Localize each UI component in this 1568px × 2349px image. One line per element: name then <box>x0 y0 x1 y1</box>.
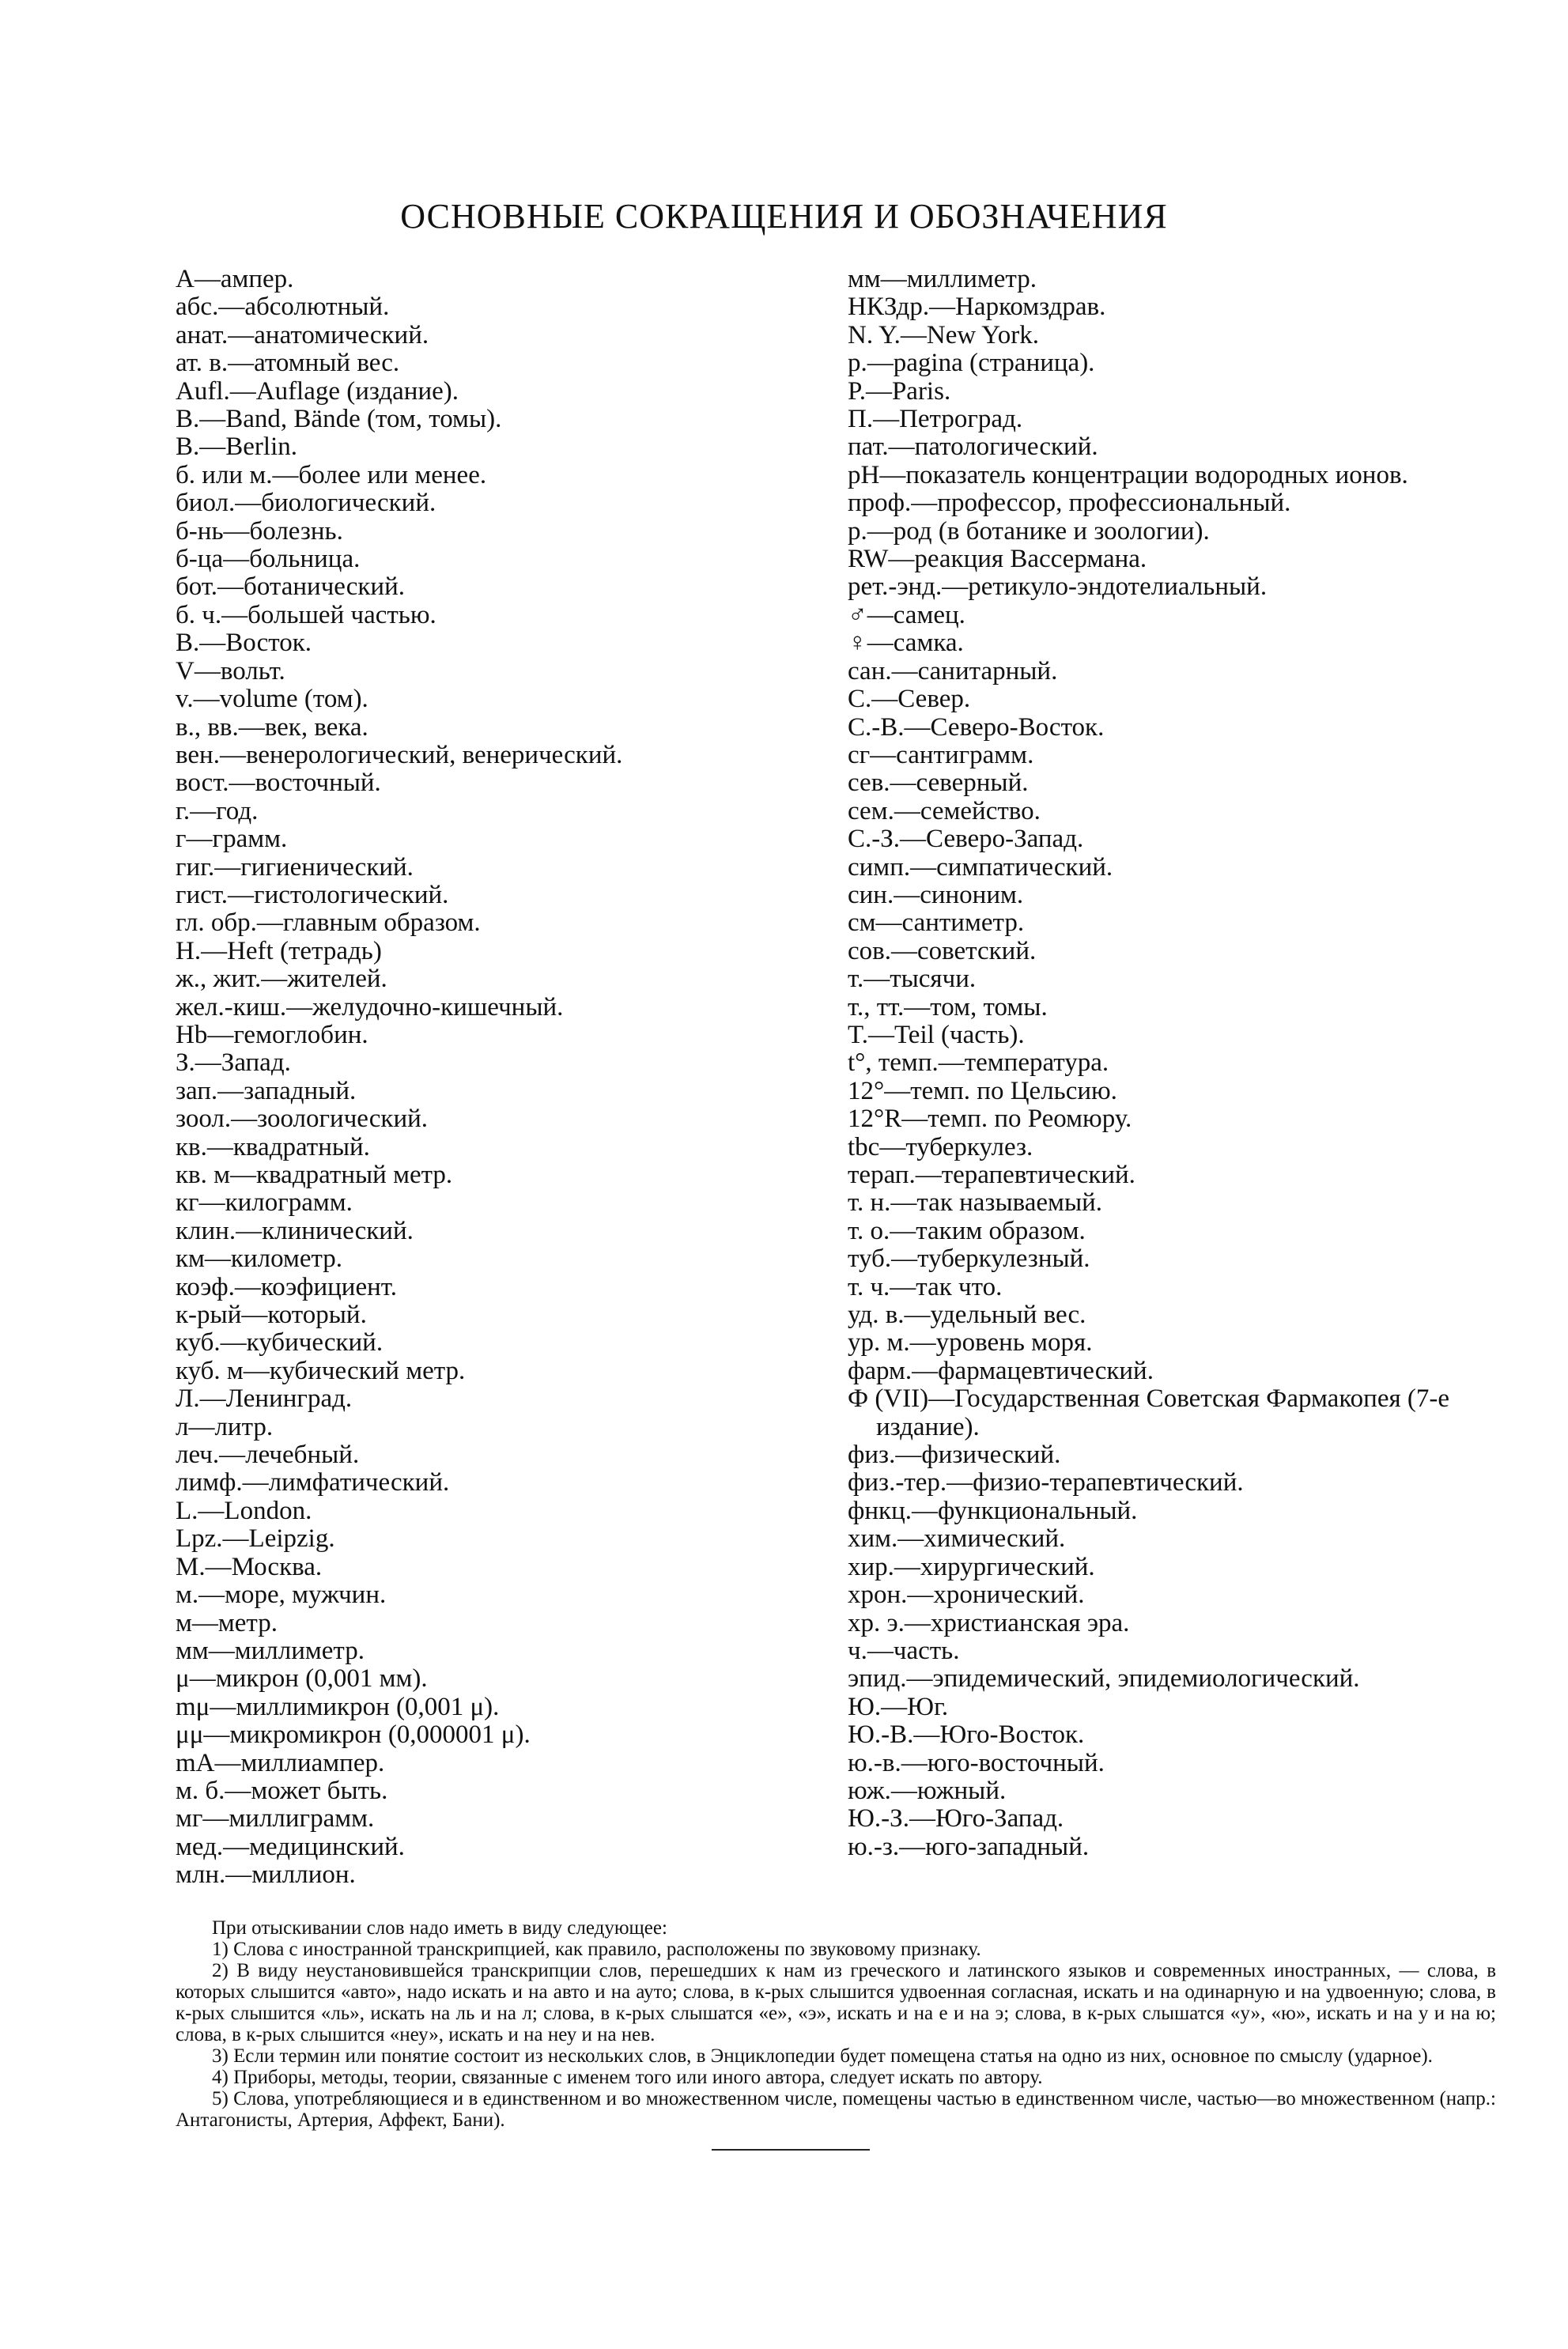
abbreviation-entry: в., вв.—век, века. <box>176 712 368 742</box>
abbreviation-entry: анат.—анатомический. <box>176 320 429 349</box>
abbreviation-entry: T.—Teil (часть). <box>848 1020 1025 1049</box>
abbreviation-entry: мм—миллиметр. <box>848 265 1037 293</box>
abbreviation-entry: м.—море, мужчин. <box>176 1580 387 1610</box>
abbreviation-entry: А—ампер. <box>176 265 294 293</box>
abbreviation-entry: μ—микрон (0,001 мм). <box>176 1664 428 1694</box>
abbreviation-entry: сг—сантиграмм. <box>848 740 1034 769</box>
abbreviation-entry: сан.—санитарный. <box>848 656 1058 685</box>
abbreviation-entry: ю.-з.—юго-западный. <box>848 1832 1090 1861</box>
abbreviation-entry: B.—Berlin. <box>176 432 297 462</box>
abbreviation-entry: ю.-в.—юго-восточный. <box>848 1748 1105 1777</box>
abbreviation-entry: Ю.-З.—Юго-Запад. <box>848 1804 1064 1834</box>
abbreviation-entry: юж.—южный. <box>848 1776 1007 1805</box>
abbreviation-entry: p.—pagina (страница). <box>848 349 1095 378</box>
abbreviation-entry: фарм.—фармацевтический. <box>848 1356 1154 1385</box>
abbreviation-entry: эпид.—эпидемический, эпидемиологический. <box>848 1664 1360 1694</box>
abbreviation-entry: гиг.—гигиенический. <box>176 852 414 882</box>
abbreviation-entry: физ.—физический. <box>848 1441 1061 1470</box>
abbreviation-entry: кв. м—квадратный метр. <box>176 1161 453 1189</box>
abbreviation-entry: П.—Петроград. <box>848 405 1023 434</box>
abbreviation-entry: туб.—туберкулезный. <box>848 1244 1090 1274</box>
abbreviation-entry: проф.—профессор, профессиональный. <box>848 489 1291 518</box>
abbreviation-entry: к-рый—который. <box>176 1301 367 1330</box>
abbreviation-entry: ж., жит.—жителей. <box>176 965 387 994</box>
abbreviation-entry: син.—синоним. <box>848 880 1024 909</box>
abbreviation-entry: ур. м.—уровень моря. <box>848 1328 1093 1358</box>
abbreviation-entry: т. ч.—так что. <box>848 1272 1003 1301</box>
abbreviation-entry: т. о.—таким образом. <box>848 1216 1086 1245</box>
abbreviation-entry: км—километр. <box>176 1244 343 1274</box>
abbreviation-entry: mμ—миллимикрон (0,001 μ). <box>176 1692 500 1721</box>
abbreviation-entry: хир.—хирургический. <box>848 1552 1095 1581</box>
abbreviation-entry: бот.—ботанический. <box>176 572 406 602</box>
abbreviation-entry: pH—показатель концентрации водородных ионов. <box>848 460 1408 489</box>
abbreviation-entry: зоол.—зоологический. <box>176 1105 429 1134</box>
abbreviation-entry: т. н.—так называемый. <box>848 1188 1103 1218</box>
abbreviation-entry: б. ч.—большей частью. <box>176 600 436 629</box>
note-item: 2) В виду неустановившейся транскрипции слов, перешедших к нам из греческого и латинского языков и современных иностранных, — слова, в которых слышится «авто», надо искать и на авто и на ауто; слова, в к-рых слышится удвоенная согласная, искать и на одинарную и на удвоенную; слова, в к-рых слышится «ль», искать на ль и на л; слова, в к-рых слышатся «е», «э», искать и на е и на э; слова, в к-рых слышатся «у», «ю», искать и на у и на ю; слова, в к-рых слышится «неу», искать и на неу и на нев. <box>176 1960 1496 2045</box>
abbreviation-entry: пат.—патологический. <box>848 432 1098 462</box>
abbreviation-entry: мг—миллиграмм. <box>176 1804 375 1834</box>
abbreviation-entry: сов.—советский. <box>848 936 1037 965</box>
abbreviation-entry: З.—Запад. <box>176 1048 291 1078</box>
abbreviation-entry: гл. обр.—главным образом. <box>176 908 481 938</box>
abbreviation-entry: б-нь—болезнь. <box>176 516 343 546</box>
abbreviation-entry: коэф.—коэфициент. <box>176 1272 397 1301</box>
abbreviation-entry: м. б.—может быть. <box>176 1776 388 1805</box>
abbreviation-entry: сем.—семейство. <box>848 796 1041 825</box>
abbreviation-entry: рет.-энд.—ретикуло-эндотелиальный. <box>848 572 1268 602</box>
abbreviation-entry: 12°—темп. по Цельсию. <box>848 1076 1117 1105</box>
abbreviation-entry: С.-З.—Северо-Запад. <box>848 825 1084 854</box>
abbreviation-entry: м—метр. <box>176 1608 278 1637</box>
abbreviation-entry: см—сантиметр. <box>848 908 1025 938</box>
abbreviation-entry: хим.—химический. <box>848 1524 1066 1554</box>
abbreviation-entry: H.—Heft (тетрадь) <box>176 936 382 965</box>
abbreviation-entry: б. или м.—более или менее. <box>176 460 487 489</box>
abbreviation-entry: р.—род (в ботанике и зоологии). <box>848 516 1210 546</box>
abbreviation-entry: Aufl.—Auflage (издание). <box>176 376 459 406</box>
abbreviation-entry: биол.—биологический. <box>176 489 436 518</box>
abbreviation-entry: клин.—клинический. <box>176 1216 414 1245</box>
abbreviation-entry: Ю.-В.—Юго-Восток. <box>848 1720 1085 1750</box>
abbreviation-entry: физ.-тер.—физио-терапевтический. <box>848 1468 1244 1497</box>
abbreviation-entry: ат. в.—атомный вес. <box>176 349 400 378</box>
abbreviation-entry: кв.—квадратный. <box>176 1132 370 1161</box>
note-item: 3) Если термин или понятие состоит из нескольких слов, в Энциклопедии будет помещена статья на одно из них, основное по смыслу (ударное). <box>212 2045 1433 2067</box>
abbreviation-entry: л—литр. <box>176 1412 274 1441</box>
left-abbreviation-column <box>176 266 808 1890</box>
note-item: 5) Слова, употребляющиеся и в единственном и во множественном числе, помещены частью в единственном числе, частью—во множественном (напр.: Антагонисты, Артерия, Аффект, Бани). <box>176 2088 1496 2131</box>
abbreviation-entry: г—грамм. <box>176 825 288 854</box>
abbreviation-entry: М.—Москва. <box>176 1552 323 1581</box>
abbreviation-entry: г.—год. <box>176 796 259 825</box>
abbreviation-entry: С.—Север. <box>848 685 971 714</box>
abbreviation-entry: В.—Восток. <box>176 629 312 658</box>
abbreviation-entry: лимф.—лимфатический. <box>176 1468 450 1497</box>
abbreviation-entry: абс.—абсолютный. <box>176 293 390 322</box>
abbreviation-entry: б-ца—больница. <box>176 545 361 574</box>
note-item: 1) Слова с иностранной транскрипцией, как правило, расположены по звуковому признаку. <box>212 1939 981 1960</box>
abbreviation-entry: хрон.—хронический. <box>848 1580 1085 1610</box>
abbreviation-entry: V—вольт. <box>176 656 285 685</box>
abbreviation-entry: B.—Band, Bände (том, томы). <box>176 405 502 434</box>
abbreviation-entry: t°, темп.—температура. <box>848 1048 1109 1078</box>
abbreviation-entry: Hb—гемоглобин. <box>176 1020 368 1049</box>
abbreviation-entry: фнкц.—функциональный. <box>848 1496 1138 1525</box>
abbreviation-entry: терап.—терапевтический. <box>848 1161 1135 1189</box>
abbreviation-entry: леч.—лечебный. <box>176 1441 360 1470</box>
abbreviation-entry: НКЗдр.—Наркомздрав. <box>848 293 1106 322</box>
abbreviation-entry: куб. м—кубический метр. <box>176 1356 466 1385</box>
abbreviation-entry: ♀—самка. <box>848 629 964 658</box>
abbreviation-entry: tbc—туберкулез. <box>848 1132 1033 1161</box>
abbreviation-entry: вост.—восточный. <box>176 769 381 798</box>
abbreviation-entry: мед.—медицинский. <box>176 1832 405 1861</box>
right-abbreviation-column <box>848 266 1496 1861</box>
abbreviation-entry: mA—миллиампер. <box>176 1748 385 1777</box>
abbreviation-entry: кг—килограмм. <box>176 1188 353 1218</box>
abbreviation-entry: μμ—микромикрон (0,000001 μ). <box>176 1720 531 1750</box>
abbreviation-entry: сев.—северный. <box>848 769 1029 798</box>
page-title: ОСНОВНЫЕ СОКРАЩЕНИЯ И ОБОЗНАЧЕНИЯ <box>400 197 1168 236</box>
abbreviation-entry: млн.—миллион. <box>176 1860 356 1890</box>
abbreviation-entry: т.—тысячи. <box>848 965 977 994</box>
abbreviation-entry: вен.—венерологический, венерический. <box>176 740 623 769</box>
abbreviation-entry: L.—London. <box>176 1496 312 1525</box>
abbreviation-entry: Л.—Ленинград. <box>176 1384 353 1414</box>
abbreviation-entry: С.-В.—Северо-Восток. <box>848 712 1105 742</box>
search-notes <box>176 1917 1496 2131</box>
abbreviation-entry: гист.—гистологический. <box>176 880 449 909</box>
abbreviation-entry: куб.—кубический. <box>176 1328 383 1358</box>
abbreviation-entry: хр. э.—христианская эра. <box>848 1608 1130 1637</box>
abbreviation-entry: P.—Paris. <box>848 376 951 406</box>
abbreviation-entry: RW—реакция Вассермана. <box>848 545 1147 574</box>
abbreviation-entry: N. Y.—New York. <box>848 320 1040 349</box>
abbreviation-entry: Ф (VII)—Государственная Советская Фармакопея (7-е издание). <box>848 1384 1450 1441</box>
abbreviation-entry: Ю.—Юг. <box>848 1692 949 1721</box>
abbreviation-entry: уд. в.—удельный вес. <box>848 1301 1086 1330</box>
abbreviation-entry: Lpz.—Leipzig. <box>176 1524 335 1554</box>
abbreviation-entry: мм—миллиметр. <box>176 1636 365 1665</box>
closing-rule <box>712 2149 870 2151</box>
abbreviation-entry: т., тт.—том, томы. <box>848 992 1048 1022</box>
abbreviation-entry: ч.—часть. <box>848 1636 960 1665</box>
abbreviation-entry: 12°R—темп. по Реомюру. <box>848 1105 1132 1134</box>
note-item: 4) Приборы, методы, теории, связанные с именем того или иного автора, следует искать по автору. <box>212 2067 1043 2088</box>
abbreviation-entry: v.—volume (том). <box>176 685 368 714</box>
abbreviation-entry: симп.—симпатический. <box>848 852 1113 882</box>
notes-heading: При отыскивании слов надо иметь в виду следующее: <box>212 1917 667 1939</box>
abbreviation-entry: жел.-киш.—желудочно-кишечный. <box>176 992 564 1022</box>
abbreviation-entry: зап.—западный. <box>176 1076 357 1105</box>
abbreviation-entry: ♂—самец. <box>848 600 965 629</box>
